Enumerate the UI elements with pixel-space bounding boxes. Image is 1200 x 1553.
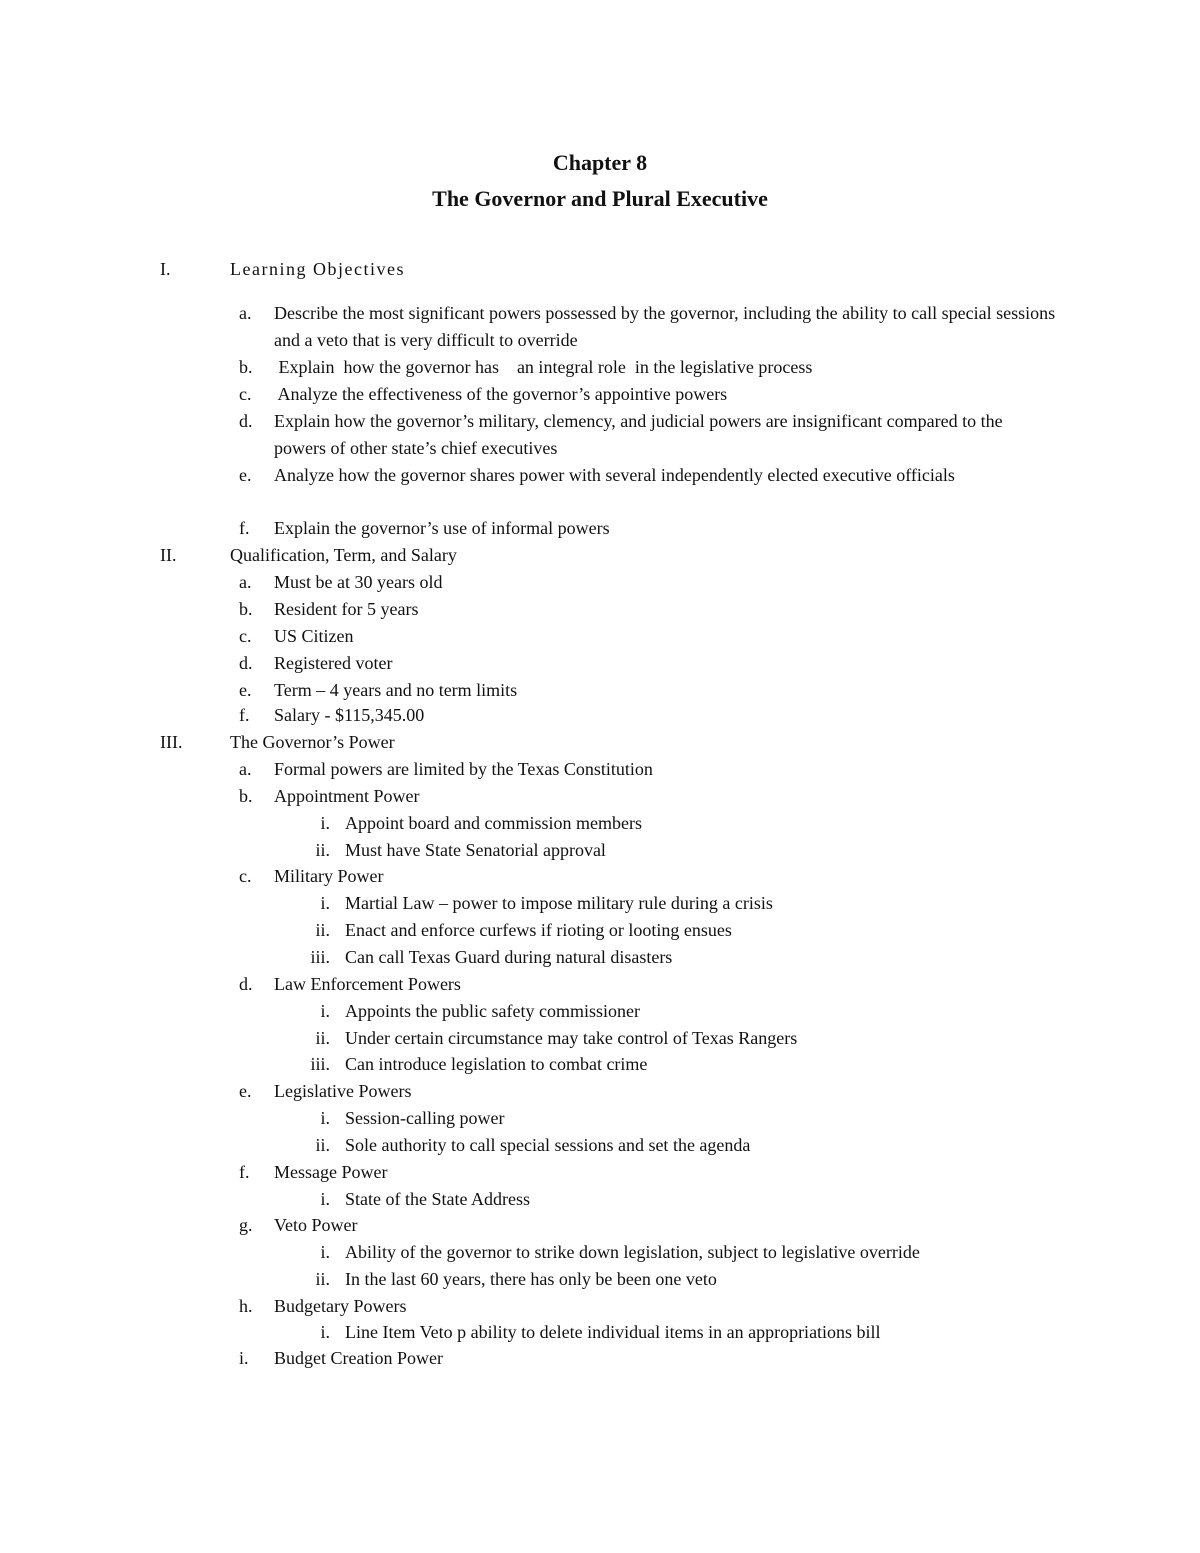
chapter-title: Chapter 8 bbox=[552, 150, 648, 175]
item-marker: a. bbox=[239, 759, 252, 779]
item-marker: d. bbox=[239, 411, 253, 431]
item-text: Legislative Powers bbox=[274, 1081, 412, 1101]
item-marker: f. bbox=[239, 518, 250, 538]
item-text: Resident for 5 years bbox=[274, 599, 419, 619]
section-title: Qualification, Term, and Salary bbox=[230, 545, 457, 565]
item-marker: b. bbox=[239, 786, 253, 806]
sub-item-text: Line Item Veto p ability to delete individual items in an appropriations bill bbox=[345, 1322, 881, 1342]
sub-item-text: Appoints the public safety commissioner bbox=[345, 1001, 640, 1021]
sub-item-marker: ii. bbox=[315, 1135, 330, 1155]
item-text: Law Enforcement Powers bbox=[274, 974, 461, 994]
sub-item-marker: iii. bbox=[310, 1054, 330, 1074]
item-marker: d. bbox=[239, 653, 253, 673]
item-text: Formal powers are limited by the Texas Constitution bbox=[274, 759, 653, 779]
item-marker: i. bbox=[239, 1348, 249, 1368]
sub-item-text: Appoint board and commission members bbox=[345, 813, 642, 833]
section-title: Learning Objectives bbox=[230, 259, 405, 279]
sub-item-marker: i. bbox=[320, 1242, 330, 1262]
item-text: Registered voter bbox=[274, 653, 393, 673]
item-text: Term – 4 years and no term limits bbox=[274, 680, 518, 700]
sub-item-text: Under certain circumstance may take control of Texas Rangers bbox=[345, 1028, 798, 1048]
section-number: I. bbox=[160, 259, 171, 279]
item-marker: g. bbox=[239, 1215, 253, 1235]
item-text: Explain how the governor’s military, clemency, and judicial powers are insignificant compared to the powers of other state’s chief executives bbox=[274, 411, 1003, 458]
item-marker: a. bbox=[239, 572, 252, 592]
item-text: Salary - $115,345.00 bbox=[274, 705, 425, 725]
chapter-subtitle: The Governor and Plural Executive bbox=[432, 186, 768, 211]
item-marker: f. bbox=[239, 1162, 250, 1182]
item-text: Describe the most significant powers possessed by the governor, including the ability to call special sessions and a veto that is very difficult to override bbox=[274, 303, 1056, 350]
sub-item-marker: iii. bbox=[310, 947, 330, 967]
sub-item-marker: i. bbox=[320, 1001, 330, 1021]
item-marker: b. bbox=[239, 357, 253, 377]
sub-item-text: Ability of the governor to strike down legislation, subject to legislative override bbox=[345, 1242, 920, 1262]
item-marker: b. bbox=[239, 599, 253, 619]
item-text: Veto Power bbox=[274, 1215, 358, 1235]
sub-item-text: In the last 60 years, there has only be been one veto bbox=[345, 1269, 717, 1289]
item-text: Analyze how the governor shares power with several independently elected executive officials bbox=[274, 465, 955, 485]
sub-item-marker: i. bbox=[320, 813, 330, 833]
item-text: Explain how the governor has an integral role in the legislative process bbox=[274, 357, 813, 377]
item-text: Must be at 30 years old bbox=[274, 572, 443, 592]
sub-item-text: Can introduce legislation to combat crime bbox=[345, 1054, 648, 1074]
sub-item-text: Enact and enforce curfews if rioting or looting ensues bbox=[345, 920, 732, 940]
item-marker: e. bbox=[239, 465, 252, 485]
item-marker: a. bbox=[239, 303, 252, 323]
section-title: The Governor’s Power bbox=[230, 732, 395, 752]
sub-item-marker: ii. bbox=[315, 920, 330, 940]
item-marker: c. bbox=[239, 866, 252, 886]
item-marker: h. bbox=[239, 1296, 253, 1316]
item-text: Budget Creation Power bbox=[274, 1348, 443, 1368]
sub-item-marker: ii. bbox=[315, 840, 330, 860]
item-marker: e. bbox=[239, 1081, 252, 1101]
sub-item-text: State of the State Address bbox=[345, 1189, 530, 1209]
sub-item-marker: i. bbox=[320, 1189, 330, 1209]
item-text: Explain the governor’s use of informal powers bbox=[274, 518, 610, 538]
item-marker: f. bbox=[239, 705, 250, 725]
sub-item-marker: i. bbox=[320, 1322, 330, 1342]
section-number: II. bbox=[160, 545, 177, 565]
item-text: Appointment Power bbox=[274, 786, 420, 806]
sub-item-text: Must have State Senatorial approval bbox=[345, 840, 606, 860]
item-marker: e. bbox=[239, 680, 252, 700]
sub-item-marker: i. bbox=[320, 893, 330, 913]
sub-item-marker: ii. bbox=[315, 1269, 330, 1289]
item-text: Message Power bbox=[274, 1162, 388, 1182]
sub-item-text: Sole authority to call special sessions and set the agenda bbox=[345, 1135, 751, 1155]
sub-item-text: Martial Law – power to impose military rule during a crisis bbox=[345, 893, 773, 913]
item-text: Budgetary Powers bbox=[274, 1296, 407, 1316]
item-marker: c. bbox=[239, 626, 252, 646]
sub-item-marker: ii. bbox=[315, 1028, 330, 1048]
sub-item-text: Can call Texas Guard during natural disasters bbox=[345, 947, 673, 967]
section-number: III. bbox=[160, 732, 183, 752]
sub-item-marker: i. bbox=[320, 1108, 330, 1128]
item-marker: c. bbox=[239, 384, 252, 404]
sub-item-text: Session-calling power bbox=[345, 1108, 505, 1128]
item-text: Military Power bbox=[274, 866, 384, 886]
item-text: Analyze the effectiveness of the governor’s appointive powers bbox=[274, 384, 728, 404]
item-text: US Citizen bbox=[274, 626, 354, 646]
item-marker: d. bbox=[239, 974, 253, 994]
